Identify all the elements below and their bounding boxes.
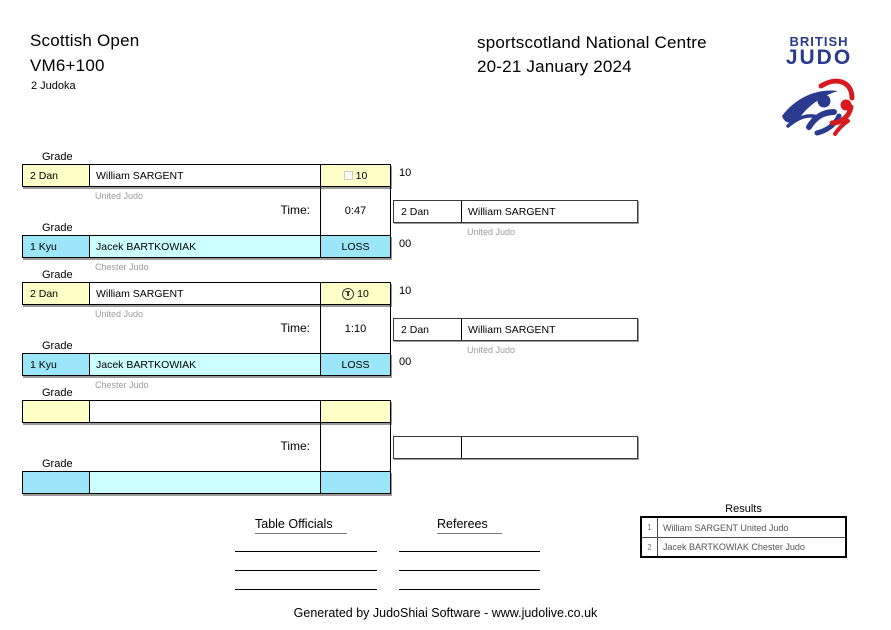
result-competitor: William SARGENT United Judo [663, 522, 789, 533]
time-label: Time: [280, 321, 310, 335]
bracket-match-3 [0, 387, 891, 505]
time-label: Time: [280, 203, 310, 217]
winner-club: United Judo [467, 227, 516, 237]
category-title: VM6+100 [30, 56, 105, 75]
signature-line [399, 551, 540, 552]
winner-box [393, 436, 638, 459]
player1-name-cell: William SARGENT [89, 282, 321, 305]
winner-box [393, 318, 638, 341]
british-judo-swoosh-icon [780, 74, 856, 138]
signature-line [235, 589, 377, 590]
signature-line [235, 570, 377, 571]
player2-club: Chester Judo [95, 380, 149, 390]
player2-grade-cell: 1 Kyu [22, 235, 90, 258]
player1-score-cell [320, 400, 391, 423]
player1-score-cell [320, 282, 391, 305]
player2-grade-cell: 1 Kyu [22, 353, 90, 376]
player1-name-cell [89, 400, 321, 423]
grade-label: Grade [42, 269, 73, 281]
player1-score: 10 [357, 287, 369, 300]
judoka-count: 2 Judoka [31, 80, 76, 92]
player1-club: United Judo [95, 191, 144, 201]
logo-text-british: BRITISH [789, 34, 849, 49]
match-time [320, 423, 391, 471]
winner-name: William SARGENT [468, 323, 556, 336]
results-table [640, 516, 847, 558]
referees-heading: Referees [437, 517, 502, 534]
result-position: 2 [642, 538, 658, 556]
winner-name: William SARGENT [468, 205, 556, 218]
grade-label: Grade [42, 151, 73, 163]
results-row-1 [642, 518, 845, 537]
player1-grade-cell: 2 Dan [22, 164, 90, 187]
winner-grade: 2 Dan [394, 319, 462, 340]
winner-box [393, 200, 638, 223]
player1-grade-cell: 2 Dan [22, 282, 90, 305]
signature-line [399, 570, 540, 571]
player2-name-cell [89, 471, 321, 494]
results-title: Results [725, 503, 762, 515]
table-officials-heading: Table Officials [255, 517, 347, 534]
player2-score-cell: LOSS [320, 235, 391, 258]
winner-name [462, 437, 637, 458]
player1-grade-cell [22, 400, 90, 423]
winner-grade: 2 Dan [394, 201, 462, 222]
event-dates: 20-21 January 2024 [477, 57, 632, 76]
player2-score-cell: LOSS [320, 353, 391, 376]
match-time: 1:10 [320, 305, 391, 353]
grade-label: Grade [42, 458, 73, 470]
grade-label: Grade [42, 222, 73, 234]
player1-points: 10 [399, 285, 412, 297]
player2-club: Chester Judo [95, 262, 149, 272]
generator-credit: Generated by JudoShiai Software - www.judolive.co.uk [293, 606, 598, 620]
logo-text-judo: JUDO [785, 46, 853, 69]
player2-grade-cell [22, 471, 90, 494]
bracket-match-2 [0, 269, 891, 390]
match-time: 0:47 [320, 187, 391, 235]
time-label: Time: [280, 439, 310, 453]
player1-points: 10 [399, 167, 412, 179]
signature-line [399, 589, 540, 590]
player2-points: 00 [399, 356, 412, 368]
winner-club: United Judo [467, 345, 516, 355]
bracket-match-1 [0, 151, 891, 272]
white-square-icon [344, 171, 353, 180]
player2-score-cell [320, 471, 391, 494]
player1-club: United Judo [95, 309, 144, 319]
player1-score-cell [320, 164, 391, 187]
venue: sportscotland National Centre [477, 33, 707, 52]
british-judo-logo [783, 34, 855, 70]
player2-points: 00 [399, 238, 412, 250]
result-competitor: Jacek BARTKOWIAK Chester Judo [663, 542, 805, 552]
event-title: Scottish Open [30, 31, 140, 50]
player2-name-cell: Jacek BARTKOWIAK [89, 353, 321, 376]
player1-name-cell: William SARGENT [89, 164, 321, 187]
signature-line [235, 551, 377, 552]
results-row-2 [642, 537, 845, 556]
winner-grade [394, 437, 462, 458]
player1-score: 10 [355, 169, 368, 182]
gold-medal-icon [342, 288, 354, 300]
result-position: 1 [642, 518, 658, 537]
grade-label: Grade [42, 340, 73, 352]
grade-label: Grade [42, 387, 73, 399]
player2-name-cell: Jacek BARTKOWIAK [89, 235, 321, 258]
